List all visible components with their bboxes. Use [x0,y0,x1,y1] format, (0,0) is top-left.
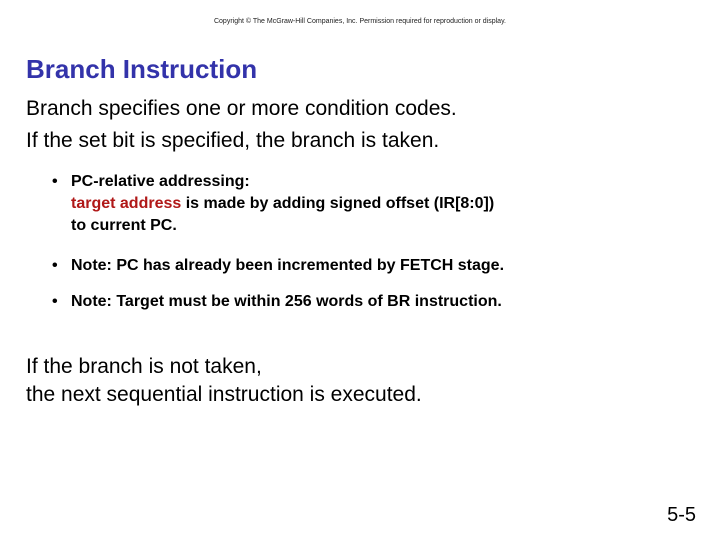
bullet-1-line-3: to current PC. [71,217,177,234]
slide-number: 5-5 [667,504,696,526]
bullet-1-line-2 [71,193,504,215]
intro-text [26,93,457,157]
copyright-notice: Copyright © The McGraw-Hill Companies, Inc. Permission required for reproduction or display. [213,18,506,25]
bullet-1-line-2-rest: is made by adding signed offset (IR[8:0]) [181,195,495,212]
slide-title: Branch Instruction [26,54,258,84]
outro-line-1: If the branch is not taken, [26,355,262,378]
target-address-highlight: target address [71,195,182,212]
intro-line-2: If the set bit is specified, the branch is taken. [26,129,440,152]
bullet-note-pc: • Note: PC has already been incremented by FETCH stage. [52,255,504,277]
bullet-note-target: • Note: Target must be within 256 words of BR instruction. [52,291,504,313]
bullet-1-line-1: • PC-relative addressing: [71,173,250,190]
bullet-list [52,171,504,313]
intro-line-1: Branch specifies one or more condition codes. [26,97,457,120]
outro-line-2: the next sequential instruction is executed. [26,383,422,406]
bullet-pc-relative [52,171,504,237]
outro-text [26,353,422,409]
